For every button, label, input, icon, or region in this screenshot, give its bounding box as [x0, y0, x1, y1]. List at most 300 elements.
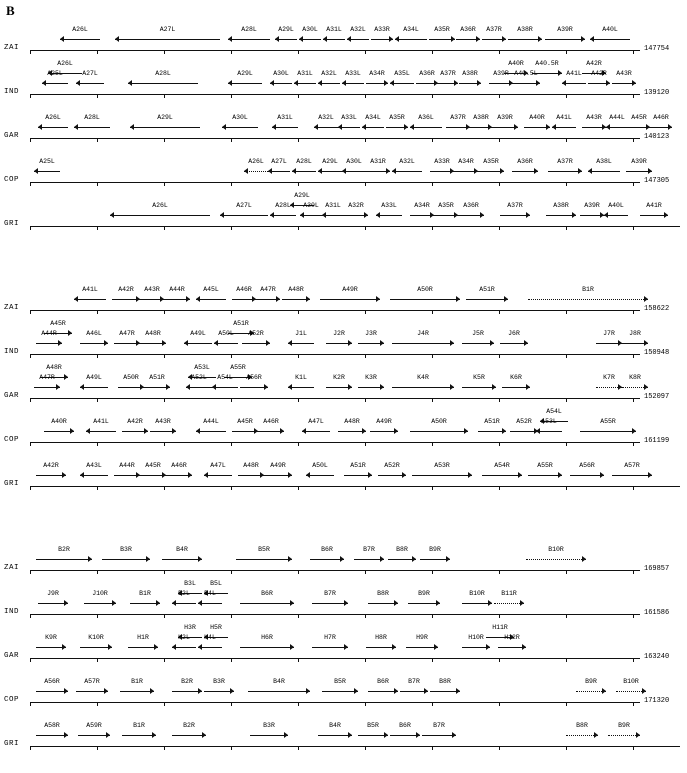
axis-tick — [633, 702, 634, 706]
axis-tick — [566, 442, 567, 446]
axis-tick — [97, 442, 98, 446]
gene-label: A27L — [159, 26, 176, 33]
gene-label: A46R — [263, 418, 279, 425]
species-label: GRI — [4, 220, 20, 228]
gene-label: A58R — [44, 722, 60, 729]
gene-label: B1R — [582, 286, 594, 293]
gene-label: A44R — [41, 330, 57, 337]
gene-label: A50L — [218, 330, 234, 337]
gene-label: A55R — [537, 462, 553, 469]
gene-label: A53R — [434, 462, 450, 469]
gene-label: A44R — [119, 462, 135, 469]
gene-arrow — [510, 428, 538, 435]
axis-tick — [231, 50, 232, 54]
gene-label: A41R — [646, 202, 662, 209]
gene-label: A34R — [458, 158, 474, 165]
axis-tick — [231, 486, 232, 490]
genome-length-label: 158622 — [644, 305, 670, 313]
gene-label: A48R — [243, 462, 259, 469]
species-label: ZAI — [4, 304, 20, 312]
gene-label: B5L — [210, 580, 222, 587]
gene-label: A31R — [370, 158, 386, 165]
axis-tick — [499, 398, 500, 402]
gene-arrow — [144, 384, 170, 391]
gene-label: A57R — [84, 678, 100, 685]
axis-tick — [365, 354, 366, 358]
gene-label: A50R — [417, 286, 433, 293]
axis-tick — [499, 486, 500, 490]
axis-tick — [97, 138, 98, 142]
gene-label: A38R — [462, 70, 478, 77]
gene-arrow — [115, 36, 220, 43]
axis-tick — [164, 50, 165, 54]
gene-arrow — [536, 428, 562, 435]
gene-arrow — [80, 644, 112, 651]
genome-length-label: 140123 — [644, 133, 670, 141]
gene-arrow — [323, 36, 345, 43]
gene-arrow — [344, 472, 372, 479]
gene-arrow — [368, 600, 398, 607]
gene-arrow — [240, 384, 268, 391]
gene-arrow — [576, 688, 606, 695]
axis-tick — [231, 398, 232, 402]
gene-label: A29L — [278, 26, 294, 33]
gene-label: A51R — [350, 462, 366, 469]
gene-arrow — [282, 296, 310, 303]
axis-tick — [30, 50, 31, 54]
genome-row-zai — [0, 274, 687, 318]
gene-label: B3R — [213, 678, 225, 685]
gene-label: A52L — [191, 374, 207, 381]
gene-label: A36R — [460, 26, 476, 33]
axis-tick — [298, 94, 299, 98]
gene-arrow — [408, 600, 440, 607]
gene-arrow — [626, 168, 652, 175]
gene-label: A34L — [403, 26, 419, 33]
gene-arrow — [268, 168, 290, 175]
gene-arrow — [288, 384, 314, 391]
gene-arrow — [590, 36, 630, 43]
gene-label: B1R — [131, 678, 143, 685]
gene-arrow — [312, 644, 348, 651]
axis-tick — [365, 226, 366, 230]
gene-label: A28L — [296, 158, 312, 165]
gene-label: B7R — [408, 678, 420, 685]
gene-label: A36R — [463, 202, 479, 209]
genome-row-gri — [0, 190, 687, 234]
gene-arrow — [74, 124, 110, 131]
axis-tick — [231, 614, 232, 618]
gene-arrow — [362, 124, 384, 131]
gene-arrow — [562, 80, 586, 87]
axis-tick — [97, 702, 98, 706]
gene-label: A53L — [541, 418, 557, 425]
gene-label: J8R — [629, 330, 641, 337]
gene-arrow — [222, 124, 258, 131]
axis-tick — [633, 570, 634, 574]
gene-label: A32L — [321, 70, 337, 77]
gene-label: B6R — [321, 546, 333, 553]
gene-label: A56R — [246, 374, 262, 381]
axis-tick — [231, 570, 232, 574]
gene-arrow — [608, 732, 640, 739]
gene-arrow — [347, 36, 369, 43]
gene-label: A31L — [325, 202, 341, 209]
axis-tick — [432, 746, 433, 750]
gene-arrow — [272, 124, 298, 131]
gene-arrow — [130, 600, 160, 607]
gene-label: A33L — [341, 114, 357, 121]
axis-tick — [164, 614, 165, 618]
axis-tick — [365, 94, 366, 98]
axis-tick — [432, 486, 433, 490]
gene-label: A30L — [346, 158, 362, 165]
gene-arrow — [392, 168, 422, 175]
gene-arrow — [338, 124, 360, 131]
species-label: ZAI — [4, 44, 20, 52]
axis-tick — [432, 50, 433, 54]
gene-label: A40R — [508, 60, 524, 67]
gene-arrow — [358, 340, 384, 347]
gene-arrow — [580, 428, 636, 435]
gene-arrow — [318, 732, 352, 739]
axis-tick — [231, 182, 232, 186]
axis-tick — [432, 94, 433, 98]
gene-label: J1L — [295, 330, 307, 337]
gene-arrow — [38, 600, 68, 607]
gene-label: A42R — [118, 286, 134, 293]
genome-row-gri — [0, 710, 687, 754]
gene-label: A38R — [553, 202, 569, 209]
axis-tick — [566, 570, 567, 574]
axis-tick — [164, 182, 165, 186]
axis-tick — [432, 138, 433, 142]
gene-arrow — [110, 212, 210, 219]
gene-label: A57R — [624, 462, 640, 469]
genome-axis — [30, 182, 640, 183]
axis-tick — [633, 354, 634, 358]
gene-arrow — [60, 36, 100, 43]
gene-label: H3R — [184, 624, 196, 631]
gene-label: H10R — [468, 634, 484, 641]
gene-arrow — [492, 124, 518, 131]
genome-row-gar — [0, 102, 687, 146]
gene-label: A35R — [434, 26, 450, 33]
gene-label: A50R — [431, 418, 447, 425]
axis-tick — [30, 442, 31, 446]
axis-tick — [298, 570, 299, 574]
axis-tick — [97, 398, 98, 402]
gene-arrow — [118, 384, 144, 391]
gene-label: B5R — [258, 546, 270, 553]
axis-tick — [566, 138, 567, 142]
gene-label: A50R — [123, 374, 139, 381]
axis-tick — [566, 614, 567, 618]
gene-label: A45R — [237, 418, 253, 425]
axis-tick — [30, 570, 31, 574]
gene-label: A30L — [302, 26, 318, 33]
gene-label: A54L — [546, 408, 562, 415]
gene-arrow — [214, 340, 238, 347]
gene-arrow — [410, 124, 442, 131]
gene-arrow — [532, 70, 562, 77]
genome-row-ind — [0, 318, 687, 362]
gene-arrow — [122, 428, 148, 435]
genome-length-label: 161199 — [644, 437, 670, 445]
axis-tick — [499, 182, 500, 186]
gene-label: A31L — [326, 26, 342, 33]
gene-label: H1R — [137, 634, 149, 641]
gene-arrow — [228, 36, 270, 43]
gene-label: K9R — [45, 634, 57, 641]
gene-arrow — [74, 296, 106, 303]
gene-label: A43R — [616, 70, 632, 77]
gene-label: B10R — [469, 590, 485, 597]
genome-axis — [30, 138, 640, 139]
gene-label: A54R — [494, 462, 510, 469]
gene-arrow — [140, 472, 166, 479]
gene-arrow — [412, 472, 472, 479]
gene-arrow — [524, 124, 550, 131]
axis-tick — [164, 354, 165, 358]
gene-arrow — [546, 212, 576, 219]
gene-label: J6R — [508, 330, 520, 337]
gene-arrow — [112, 296, 140, 303]
gene-arrow — [368, 688, 398, 695]
gene-arrow — [392, 384, 454, 391]
gene-arrow — [270, 80, 292, 87]
gene-label: J3R — [365, 330, 377, 337]
axis-tick — [365, 398, 366, 402]
axis-tick — [298, 50, 299, 54]
genome-length-label: 161586 — [644, 609, 670, 617]
axis-tick — [499, 570, 500, 574]
gene-arrow — [322, 212, 344, 219]
gene-arrow — [318, 168, 342, 175]
axis-tick — [97, 746, 98, 750]
gene-arrow — [186, 384, 212, 391]
gene-label: A44L — [203, 418, 219, 425]
genome-axis — [30, 746, 680, 747]
gene-arrow — [120, 688, 154, 695]
axis-tick — [164, 486, 165, 490]
axis-tick — [365, 138, 366, 142]
axis-tick — [566, 702, 567, 706]
gene-arrow — [220, 212, 268, 219]
gene-label: K7R — [603, 374, 615, 381]
gene-arrow — [164, 296, 190, 303]
gene-label: A56R — [579, 462, 595, 469]
genome-axis — [30, 94, 640, 95]
axis-tick — [432, 310, 433, 314]
genome-length-label: 169857 — [644, 565, 670, 573]
gene-arrow — [438, 80, 458, 87]
axis-tick — [30, 658, 31, 662]
gene-label: B1R — [139, 590, 151, 597]
axis-tick — [164, 398, 165, 402]
gene-arrow — [172, 600, 196, 607]
species-label: IND — [4, 88, 20, 96]
gene-arrow — [462, 384, 496, 391]
gene-arrow — [38, 124, 68, 131]
gene-label: A45R — [631, 114, 647, 121]
gene-arrow — [76, 80, 104, 87]
gene-label: A28L — [275, 202, 291, 209]
gene-label: J7R — [603, 330, 615, 337]
genome-length-label: 163240 — [644, 653, 670, 661]
gene-label: K2R — [333, 374, 345, 381]
gene-arrow — [508, 36, 542, 43]
axis-tick — [633, 138, 634, 142]
axis-tick — [30, 614, 31, 618]
gene-arrow — [482, 36, 506, 43]
gene-label: A41L — [82, 286, 98, 293]
gene-label: B7R — [363, 546, 375, 553]
genome-axis — [30, 486, 680, 487]
axis-tick — [432, 614, 433, 618]
gene-arrow — [248, 688, 310, 695]
gene-label: A55R — [600, 418, 616, 425]
gene-label: K10R — [88, 634, 104, 641]
gene-label: A37R — [440, 70, 456, 77]
gene-arrow — [371, 36, 393, 43]
gene-label: A46L — [86, 330, 102, 337]
gene-label: H9R — [416, 634, 428, 641]
gene-arrow — [299, 36, 321, 43]
genome-block — [0, 534, 687, 754]
genome-row-gri — [0, 450, 687, 494]
gene-arrow — [204, 472, 232, 479]
axis-tick — [566, 226, 567, 230]
axis-tick — [365, 702, 366, 706]
axis-tick — [365, 746, 366, 750]
gene-label: A34R — [414, 202, 430, 209]
gene-label: B9R — [429, 546, 441, 553]
gene-arrow — [326, 384, 352, 391]
axis-tick — [30, 310, 31, 314]
genome-block — [0, 274, 687, 494]
gene-arrow — [650, 124, 672, 131]
gene-arrow — [140, 296, 164, 303]
axis-tick — [97, 614, 98, 618]
axis-tick — [97, 94, 98, 98]
gene-label: A28L — [155, 70, 171, 77]
gene-label: A56R — [44, 678, 60, 685]
gene-arrow — [354, 556, 384, 563]
gene-label: A33R — [374, 26, 390, 33]
species-label: COP — [4, 436, 20, 444]
gene-arrow — [400, 688, 428, 695]
axis-tick — [365, 658, 366, 662]
axis-tick — [97, 486, 98, 490]
gene-arrow — [212, 384, 238, 391]
genome-length-label: 139120 — [644, 89, 670, 97]
axis-tick — [499, 746, 500, 750]
gene-arrow — [140, 340, 166, 347]
gene-label: H5R — [210, 624, 222, 631]
gene-label: A59R — [86, 722, 102, 729]
genome-row-gar — [0, 362, 687, 406]
species-label: GAR — [4, 652, 20, 660]
axis-tick — [432, 398, 433, 402]
gene-label: B3L — [184, 580, 196, 587]
gene-arrow — [80, 472, 108, 479]
axis-tick — [30, 226, 31, 230]
gene-label: A27L — [236, 202, 252, 209]
gene-arrow — [322, 688, 358, 695]
axis-tick — [633, 94, 634, 98]
axis-tick — [164, 658, 165, 662]
gene-arrow — [76, 688, 108, 695]
axis-tick — [231, 702, 232, 706]
axis-tick — [231, 94, 232, 98]
gene-label: A47R — [119, 330, 135, 337]
gene-label: B9R — [585, 678, 597, 685]
genome-row-cop — [0, 406, 687, 450]
axis-tick — [499, 354, 500, 358]
axis-tick — [499, 94, 500, 98]
gene-arrow — [196, 428, 226, 435]
genome-row-cop — [0, 146, 687, 190]
gene-label: B2R — [183, 722, 195, 729]
gene-arrow — [462, 644, 490, 651]
gene-label: A39R — [584, 202, 600, 209]
gene-label: A45L — [203, 286, 219, 293]
gene-arrow — [342, 80, 364, 87]
gene-arrow — [588, 168, 620, 175]
gene-label: H4L — [204, 634, 216, 641]
species-label: IND — [4, 608, 20, 616]
gene-arrow — [494, 600, 524, 607]
axis-tick — [566, 182, 567, 186]
axis-tick — [633, 398, 634, 402]
gene-label: A43R — [144, 286, 160, 293]
gene-arrow — [318, 80, 340, 87]
gene-arrow — [390, 296, 460, 303]
gene-label: A42R — [127, 418, 143, 425]
axis-tick — [432, 570, 433, 574]
axis-tick — [30, 398, 31, 402]
gene-arrow — [244, 168, 268, 175]
axis-tick — [231, 746, 232, 750]
axis-tick — [298, 614, 299, 618]
gene-label: A31L — [297, 70, 313, 77]
axis-tick — [231, 658, 232, 662]
axis-tick — [633, 226, 634, 230]
genome-axis — [30, 226, 680, 227]
gene-label: A45R — [145, 462, 161, 469]
gene-arrow — [342, 168, 366, 175]
gene-arrow — [344, 212, 368, 219]
axis-tick — [231, 354, 232, 358]
axis-tick — [231, 138, 232, 142]
genome-block — [0, 14, 687, 234]
gene-arrow — [422, 732, 456, 739]
gene-label: A33L — [345, 70, 361, 77]
gene-label: A40R — [529, 114, 545, 121]
gene-arrow — [458, 212, 484, 219]
axis-tick — [566, 658, 567, 662]
axis-tick — [566, 486, 567, 490]
genome-axis — [30, 398, 640, 399]
gene-arrow — [292, 168, 316, 175]
gene-arrow — [370, 428, 398, 435]
axis-tick — [499, 50, 500, 54]
gene-label: A51R — [233, 320, 249, 327]
gene-arrow — [622, 340, 648, 347]
gene-arrow — [36, 688, 68, 695]
gene-arrow — [502, 384, 530, 391]
